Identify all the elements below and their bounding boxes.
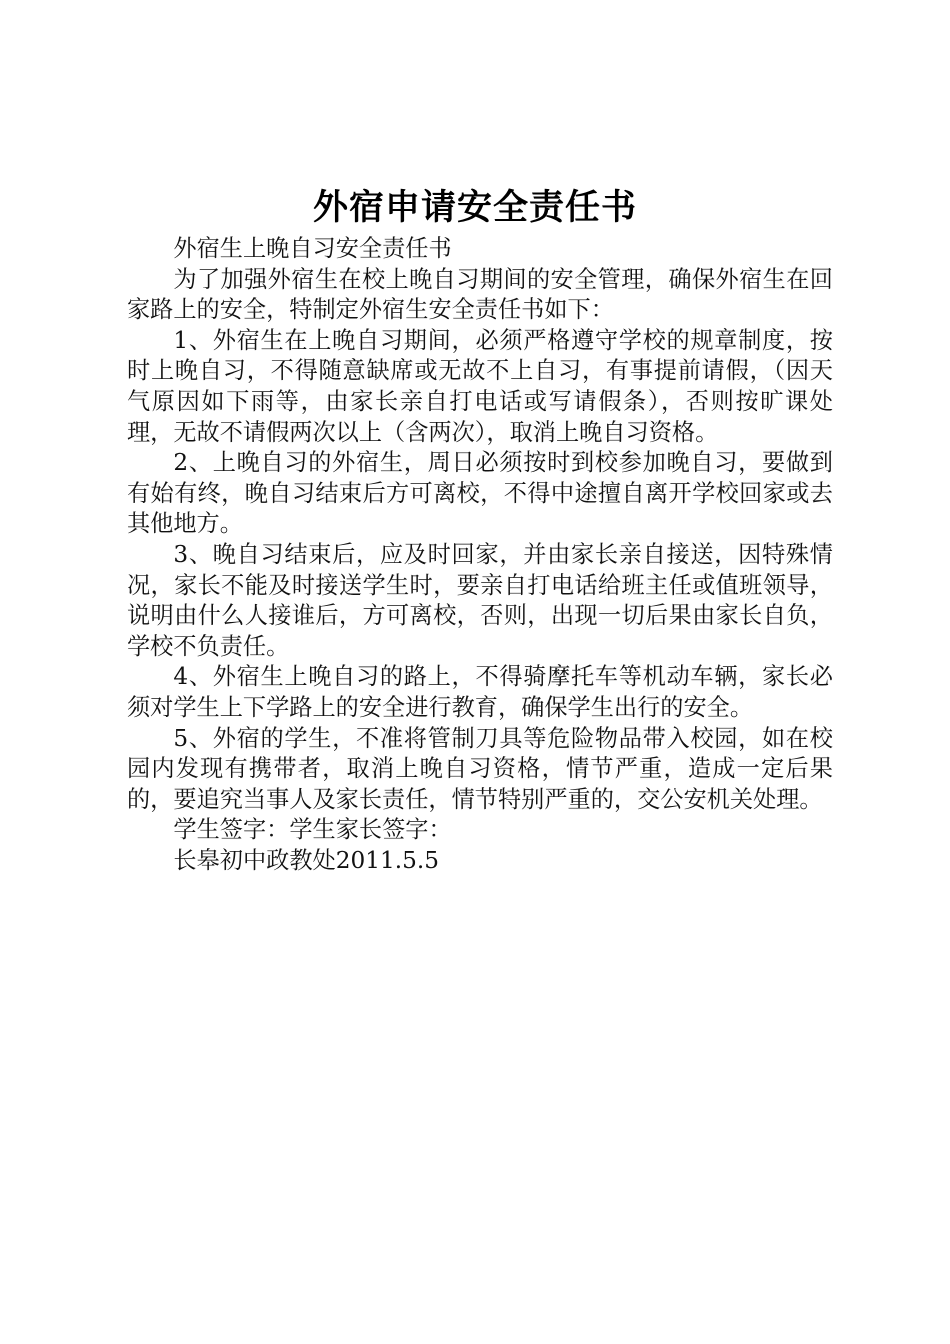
document-subtitle: 外宿生上晚自习安全责任书 — [173, 235, 452, 262]
document-body — [127, 234, 833, 876]
clause-3: 3、晚自习结束后，应及时回家，并由家长亲自接送，因特殊情况，家长不能及时接送学生时，要亲自打电话给班主任或值班领导，说明由什么人接谁后，方可离校，否则，出现一切后果由家长自负，学校不负责任。 — [127, 540, 833, 660]
intro-paragraph: 为了加强外宿生在校上晚自习期间的安全管理，确保外宿生在回家路上的安全，特制定外宿生安全责任书如下： — [127, 265, 833, 324]
clause-4: 4、外宿生上晚自习的路上，不得骑摩托车等机动车辆，家长必须对学生上下学路上的安全进行教育，确保学生出行的安全。 — [127, 663, 833, 721]
issuer-line: 长皋初中政教处2011.5.5 — [173, 846, 439, 874]
document-title: 外宿申请安全责任书 — [312, 187, 637, 228]
clause-2: 2、上晚自习的外宿生，周日必须按时到校参加晚自习，要做到有始有终，晚自习结束后方可离校，不得中途擅自离开学校回家或去其他地方。 — [127, 449, 833, 538]
clause-5: 5、外宿的学生，不准将管制刀具等危险物品带入校园，如在校园内发现有携带者，取消上晚自习资格，情节严重，造成一定后果的，要追究当事人及家长责任，情节特别严重的，交公安机关处理。 — [127, 724, 833, 813]
clause-1: 1、外宿生在上晚自习期间，必须严格遵守学校的规章制度，按时上晚自习，不得随意缺席或无故不上自习，有事提前请假，（因天气原因如下雨等，由家长亲自打电话或写请假条），否则按旷课处理，无故不请假两次以上（含两次），取消上晚自习资格。 — [127, 326, 833, 446]
signature-line: 学生签字：学生家长签字： — [173, 816, 452, 844]
